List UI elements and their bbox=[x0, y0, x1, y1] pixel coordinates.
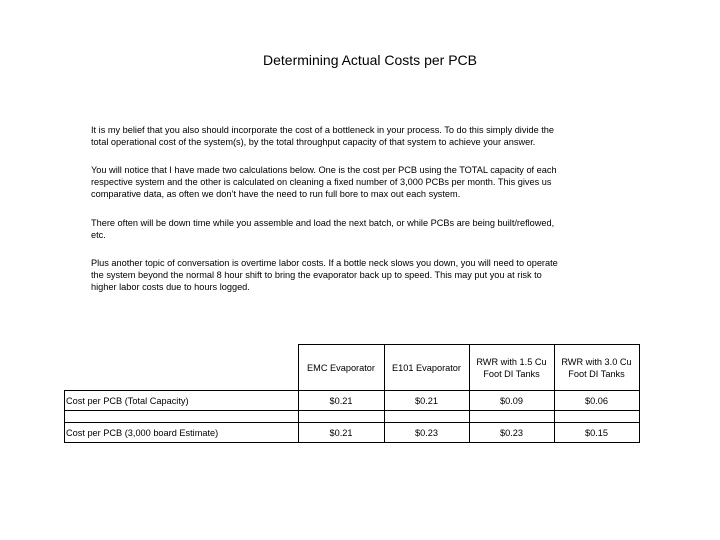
paragraph-downtime bbox=[91, 217, 621, 241]
paragraph-line: higher labor costs due to hours logged. bbox=[91, 282, 250, 292]
paragraph-line: You will notice that I have made two calculations below. One is the cost per PCB using the TOTAL capacity of each bbox=[91, 165, 557, 175]
paragraph-line: Plus another topic of conversation is overtime labor costs. If a bottle neck slows you down, you will need to operate bbox=[91, 258, 558, 268]
table-spacer-row bbox=[65, 411, 640, 423]
page-title: Determining Actual Costs per PCB bbox=[263, 52, 477, 68]
paragraph-line: the system beyond the normal 8 hour shift to bring the evaporator back up to speed. This may put you at risk to bbox=[91, 270, 542, 280]
cost-cell: $0.23 bbox=[384, 423, 469, 443]
cost-cell: $0.21 bbox=[384, 391, 469, 411]
cost-cell: $0.06 bbox=[554, 391, 639, 411]
paragraph-line: There often will be down time while you assemble and load the next batch, or while PCBs are being built/reflowed, bbox=[91, 218, 555, 228]
cost-cell: $0.21 bbox=[298, 423, 384, 443]
column-header: RWR with 1.5 Cu Foot DI Tanks bbox=[469, 345, 554, 391]
table-header-row bbox=[65, 345, 640, 391]
column-header: EMC Evaporator bbox=[298, 345, 384, 391]
paragraph-calculations bbox=[91, 164, 621, 200]
cost-cell: $0.15 bbox=[554, 423, 639, 443]
cost-cell: $0.09 bbox=[469, 391, 554, 411]
paragraph-line: etc. bbox=[91, 230, 106, 240]
paragraph-overtime bbox=[91, 257, 621, 293]
column-header: RWR with 3.0 Cu Foot DI Tanks bbox=[554, 345, 639, 391]
cost-table bbox=[64, 344, 640, 443]
row-label: Cost per PCB (Total Capacity) bbox=[65, 391, 299, 411]
table-corner-cell bbox=[65, 345, 299, 391]
paragraph-bottleneck bbox=[91, 124, 621, 148]
table-row bbox=[65, 423, 640, 443]
paragraph-line: respective system and the other is calculated on cleaning a fixed number of 3,000 PCBs per month. This gives us bbox=[91, 177, 552, 187]
row-label: Cost per PCB (3,000 board Estimate) bbox=[65, 423, 299, 443]
paragraph-line: total operational cost of the system(s), by the total throughput capacity of that system to achieve your answer. bbox=[91, 137, 536, 147]
cost-cell: $0.21 bbox=[298, 391, 384, 411]
cost-cell: $0.23 bbox=[469, 423, 554, 443]
table-row bbox=[65, 391, 640, 411]
paragraph-line: comparative data, as often we don’t have the need to run full bore to max out each system. bbox=[91, 189, 461, 199]
paragraph-line: It is my belief that you also should incorporate the cost of a bottleneck in your process. To do this simply divide the bbox=[91, 125, 555, 135]
column-header: E101 Evaporator bbox=[384, 345, 469, 391]
